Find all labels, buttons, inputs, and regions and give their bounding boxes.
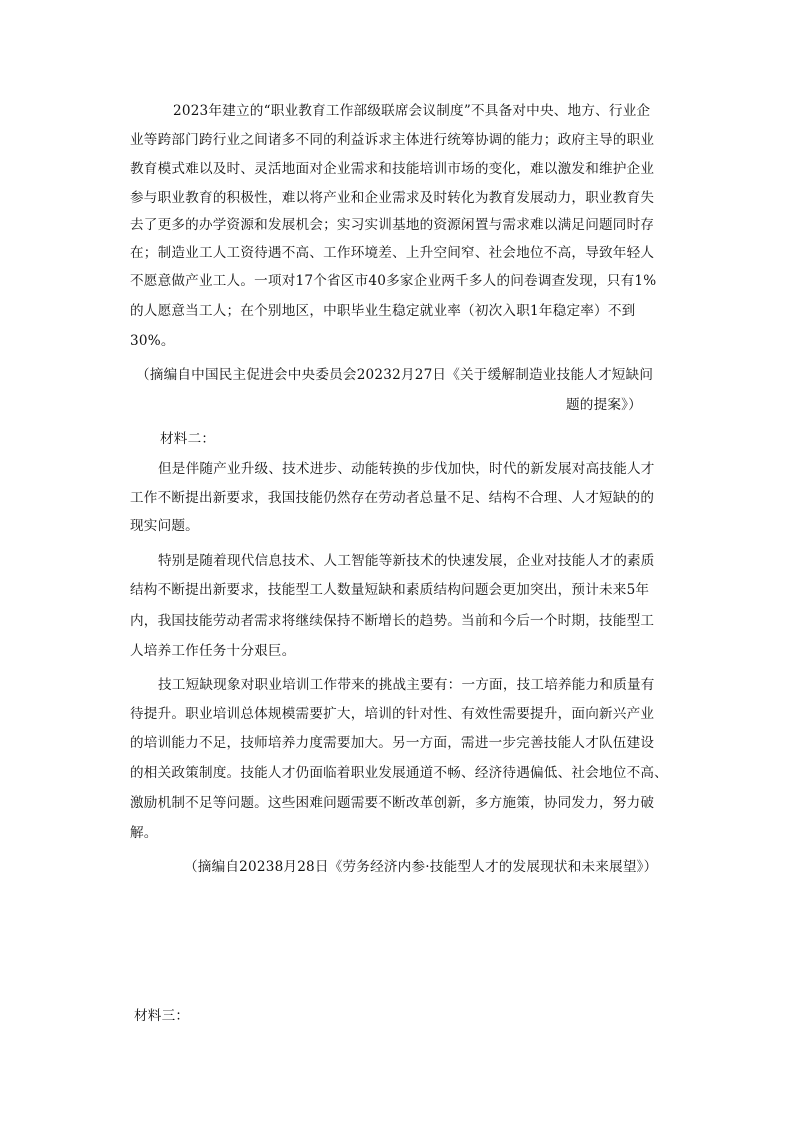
text-line: 技工短缺现象对职业培训工作带来的挑战主要有：一方面，技工培养能力和质量有 [158,677,655,693]
text-line: 人培养工作任务十分艰巨。 [130,643,296,659]
material3-heading: 材料三： [134,1008,190,1024]
text-line: 的培训能力不足，技师培养力度需要加大。另一方面，需进一步完善技能人才队伍建设 [130,735,655,751]
text-line: 待提升。职业培训总体规模需要扩大，培训的针对性、有效性需要提升，面向新兴产业 [130,706,655,722]
text-line: 解。 [130,825,158,841]
text-line: 业等跨部门跨行业之间诸多不同的利益诉求主体进行统筹协调的能力；政府主导的职业 [130,132,655,148]
text-line: 2023年建立的“职业教育工作部级联席会议制度”不具备对中央、地方、行业企 [173,103,651,119]
source-citation-cont: 题的提案》） [566,397,642,413]
text-line: 现实问题。 [130,518,199,534]
text-line: 的相关政策制度。技能人才仍面临着职业发展通道不畅、经济待遇偏低、社会地位不高、 [130,765,668,781]
text-line: 在；制造业工人工资待遇不高、工作环境差、上升空间窄、社会地位不高，导致年轻人 [130,245,655,261]
text-line: 去了更多的办学资源和发展机会；实习实训基地的资源闲置与需求难以满足问题同时存 [130,217,655,233]
text-line: 的人愿意当工人；在个别地区，中职毕业生稳定就业率（初次入职1年稳定率）不到 [130,303,636,319]
text-line: 结构不断提出新要求，技能型工人数量短缺和素质结构问题会更加突出，预计未来5年 [130,582,650,598]
material2-heading: 材料二： [160,431,216,447]
text-line: 参与职业教育的积极性，难以将产业和企业需求及时转化为教育发展动力，职业教育失 [130,190,655,206]
text-line: 教育模式难以及时、灵活地面对企业需求和技能培训市场的变化，难以激发和维护企业 [130,161,655,177]
source-citation: （摘编自中国民主促进会中央委员会20232月27日《关于缓解制造业技能人才短缺问 [136,367,654,383]
text-line: 内，我国技能劳动者需求将继续保持不断增长的趋势。当前和今后一个时期，技能型工 [130,613,655,629]
text-line: 但是伴随产业升级、技术进步、动能转换的步伐加快，时代的新发展对高技能人才 [158,461,655,477]
source-citation: （摘编自20238月28日《劳务经济内参·技能型人才的发展现状和未来展望》） [184,859,658,875]
text-line: 30%。 [130,333,175,349]
text-line: 特别是随着现代信息技术、人工智能等新技术的快速发展，企业对技能人才的素质 [158,553,655,569]
text-line: 工作不断提出新要求，我国技能仍然存在劳动者总量不足、结构不合理、人才短缺的的 [130,490,655,506]
text-line: 激励机制不足等问题。这些困难问题需要不断改革创新，多方施策，协同发力，努力破 [130,795,655,811]
text-line: 不愿意做产业工人。一项对17个省区市40多家企业两千多人的问卷调查发现，只有1% [130,273,657,289]
